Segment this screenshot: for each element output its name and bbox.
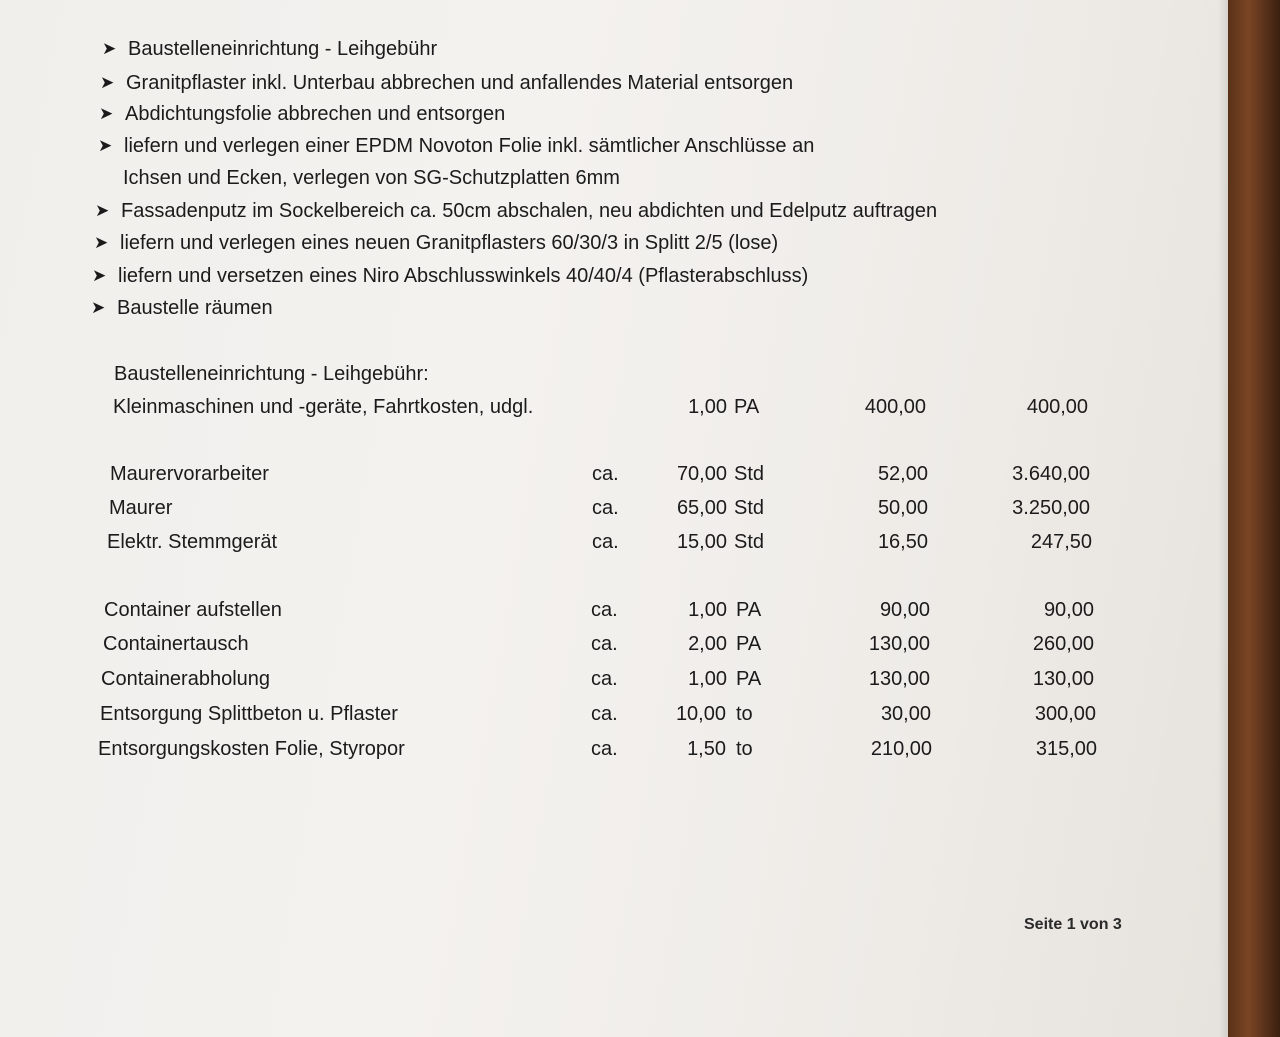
bullet-text: Baustelle räumen	[117, 297, 273, 319]
table-row	[0, 703, 1228, 733]
bullet-text: Baustelleneinrichtung - Leihgebühr	[128, 38, 438, 60]
row-description: Containertausch	[103, 633, 249, 655]
arrow-icon: ➤	[99, 104, 114, 123]
arrow-icon: ➤	[102, 39, 117, 58]
bullet-item	[99, 103, 506, 126]
row-total: 3.250,00	[1012, 497, 1090, 519]
row-quantity: 1,00	[688, 668, 727, 690]
section-heading: Baustelleneinrichtung - Leihgebühr:	[114, 363, 429, 385]
row-total: 3.640,00	[1012, 463, 1090, 485]
row-unit-price: 130,00	[868, 668, 930, 690]
row-total: 247,50	[1030, 531, 1092, 553]
row-total: 90,00	[1043, 599, 1094, 621]
row-unit: Std	[734, 463, 765, 485]
row-description: Entsorgung Splittbeton u. Pflaster	[100, 703, 398, 725]
table-row	[0, 497, 1228, 527]
row-total: 400,00	[1026, 396, 1088, 418]
row-unit: PA	[736, 633, 762, 655]
bullet-text: liefern und verlegen eines neuen Granitpflasters 60/30/3 in Splitt 2/5 (lose)	[120, 232, 779, 254]
bullet-item	[94, 232, 779, 255]
row-ca: ca.	[591, 599, 618, 621]
row-ca: ca.	[592, 497, 619, 519]
row-quantity: 2,00	[688, 633, 727, 655]
row-description: Kleinmaschinen und -geräte, Fahrtkosten, udgl.	[113, 396, 534, 418]
table-row	[0, 531, 1228, 561]
arrow-icon: ➤	[100, 73, 115, 92]
row-unit-price: 400,00	[864, 396, 926, 418]
row-unit-price: 210,00	[870, 738, 932, 760]
row-total: 300,00	[1034, 703, 1096, 725]
row-description: Containerabholung	[101, 668, 271, 690]
row-description: Elektr. Stemmgerät	[107, 531, 278, 553]
bullet-item	[92, 265, 809, 288]
row-quantity: 10,00	[675, 703, 726, 725]
wooden-table-edge	[1228, 0, 1280, 1037]
row-ca: ca.	[592, 531, 619, 553]
bullet-continuation: Ichsen und Ecken, verlegen von SG-Schutzplatten 6mm	[123, 167, 620, 189]
row-unit-price: 52,00	[877, 463, 928, 485]
row-unit: to	[736, 738, 753, 760]
bullet-item	[98, 135, 815, 158]
row-unit-price: 130,00	[868, 633, 930, 655]
row-quantity: 1,00	[688, 599, 727, 621]
arrow-icon: ➤	[98, 136, 113, 155]
table-row	[0, 738, 1228, 768]
row-ca: ca.	[592, 463, 619, 485]
bullet-item	[100, 72, 794, 95]
bullet-text: Granitpflaster inkl. Unterbau abbrechen und anfallendes Material entsorgen	[126, 72, 794, 94]
row-ca: ca.	[591, 668, 618, 690]
bullet-item	[95, 200, 938, 223]
row-ca: ca.	[591, 738, 618, 760]
table-row	[0, 396, 1228, 426]
arrow-icon: ➤	[95, 201, 110, 220]
page-number: Seite 1 von 3	[1024, 916, 1122, 933]
bullet-item	[91, 297, 273, 320]
row-unit-price: 16,50	[877, 531, 928, 553]
table-row	[0, 463, 1228, 493]
row-unit: PA	[736, 668, 762, 690]
arrow-icon: ➤	[91, 298, 106, 317]
row-unit: PA	[736, 599, 762, 621]
row-quantity: 1,50	[687, 738, 726, 760]
bullet-text: liefern und versetzen eines Niro Abschlusswinkels 40/40/4 (Pflasterabschluss)	[118, 265, 809, 287]
row-ca: ca.	[591, 633, 618, 655]
row-unit: Std	[734, 497, 765, 519]
arrow-icon: ➤	[92, 266, 107, 285]
row-quantity: 1,00	[688, 396, 727, 418]
row-unit-price: 50,00	[877, 497, 928, 519]
row-unit: to	[736, 703, 753, 725]
arrow-icon: ➤	[94, 233, 109, 252]
row-total: 130,00	[1032, 668, 1094, 690]
row-unit: Std	[734, 531, 765, 553]
row-total: 260,00	[1032, 633, 1094, 655]
row-quantity: 15,00	[676, 531, 727, 553]
bullet-text: Fassadenputz im Sockelbereich ca. 50cm abschalen, neu abdichten und Edelputz auftragen	[121, 200, 938, 222]
row-unit: PA	[734, 396, 760, 418]
row-ca: ca.	[591, 703, 618, 725]
bullet-text: Abdichtungsfolie abbrechen und entsorgen	[125, 103, 506, 125]
row-quantity: 70,00	[676, 463, 727, 485]
table-row	[0, 599, 1228, 629]
row-quantity: 65,00	[676, 497, 727, 519]
row-unit-price: 30,00	[880, 703, 931, 725]
table-row	[0, 633, 1228, 663]
row-description: Container aufstellen	[104, 599, 282, 621]
row-description: Maurer	[109, 497, 173, 519]
bullet-item	[102, 38, 438, 61]
row-description: Maurervorarbeiter	[110, 463, 269, 485]
row-unit-price: 90,00	[879, 599, 930, 621]
row-description: Entsorgungskosten Folie, Styropor	[98, 738, 405, 760]
row-total: 315,00	[1035, 738, 1097, 760]
bullet-text: liefern und verlegen einer EPDM Novoton Folie inkl. sämtlicher Anschlüsse an	[124, 135, 815, 157]
table-row	[0, 668, 1228, 698]
